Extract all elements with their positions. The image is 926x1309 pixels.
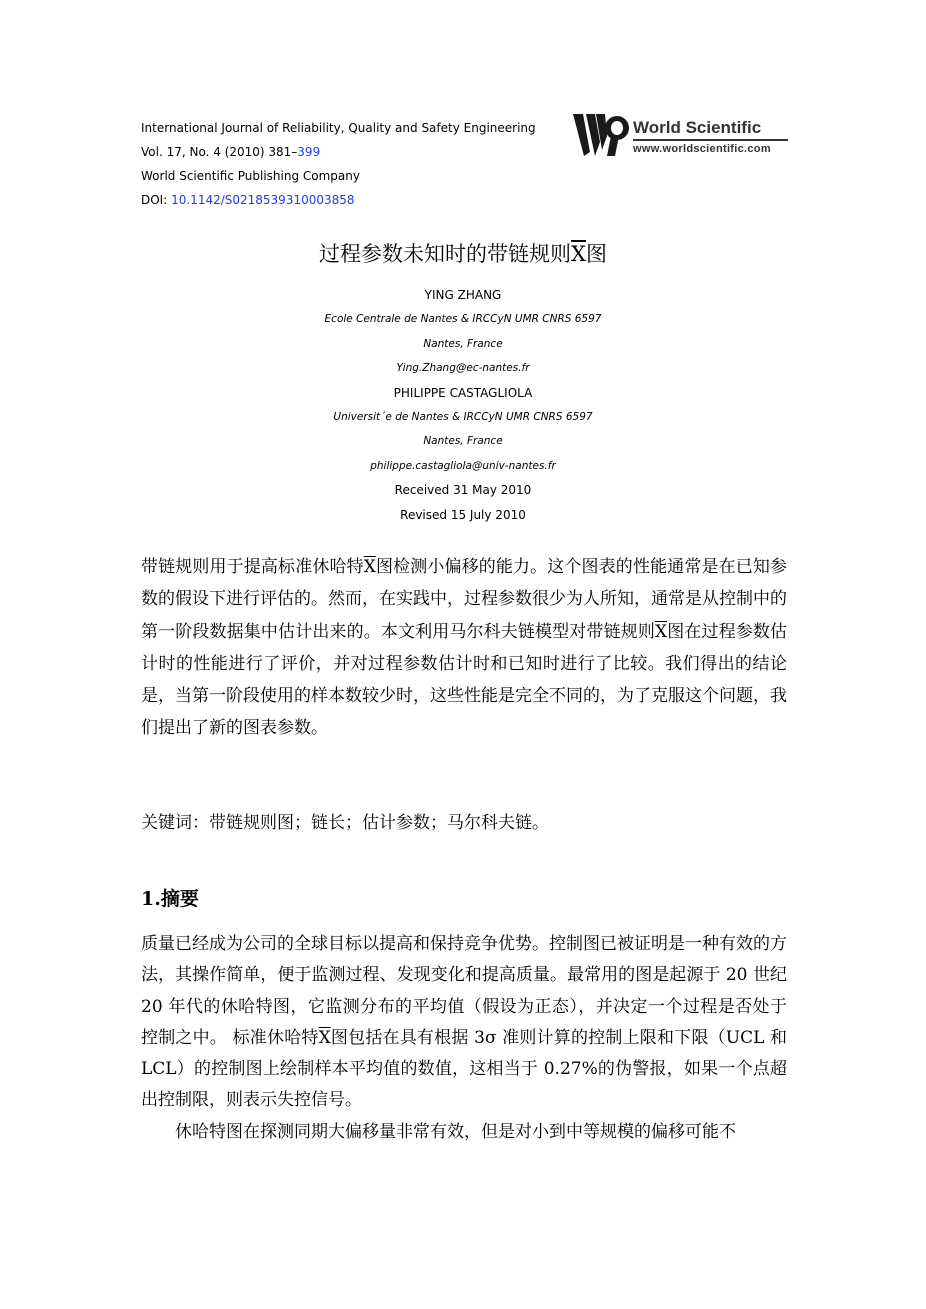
body-paragraph: 质量已经成为公司的全球目标以提高和保持竞争优势。控制图已被证明是一种有效的方法，其操作简单，便于监测过程、发现变化和提高质量。最常用的图是起源于 20 世纪 20 年代的休哈特图，它监测分布的平均值（假设为正态），并决定一个过程是否处于控制之中。 标准休哈特$\overline{X}$图包括在具有根据 3σ 准则计算的控制上限和下限（UCL 和 LCL）的控制图上绘制样本平均值的数值，这相当于 0.27%的伪警报，如果一个点超出控制限，则表示失控信号。	[141, 934, 787, 1111]
author1-affiliation: Ecole Centrale de Nantes & IRCCyN UMR CNRS 6597	[324, 313, 602, 326]
journal-doi: DOI: 10.1142/S0218539310003858	[141, 193, 355, 207]
authors-block	[0, 283, 926, 527]
journal-header	[141, 116, 536, 212]
received-date: Received 31 May 2010	[394, 483, 532, 498]
abstract-paragraph: 带链规则用于提高标准休哈特$\overline{X}$图检测小偏移的能力。这个图表的性能通常是在已知参数的假设下进行评估的。然而，在实践中，过程参数很少为人所知，通常是从控制中的第一阶段数据集中估计出来的。本文利用马尔科夫链模型对带链规则$\overline{X}$图在过程参数估计时的性能进行了评价，并对过程参数估计时和已知时进行了比较。我们得出的结论是，当第一阶段使用的样本数较少时，这些性能是完全不同的，为了克服这个问题，我们提出了新的图表参数。	[141, 557, 788, 739]
author1-email: Ying.Zhang@ec-nantes.fr	[396, 362, 530, 375]
world-scientific-logo	[573, 112, 788, 160]
doi-link[interactable]: 10.1142/S0218539310003858	[171, 193, 355, 207]
x-bar-symbol: $\overline{X}$	[654, 621, 668, 642]
author1-name: YING ZHANG	[424, 288, 502, 302]
end-page-link[interactable]: 399	[297, 145, 321, 159]
journal-name: International Journal of Reliability, Quality and Safety Engineering	[141, 121, 536, 135]
author2-email: philippe.castagliola@univ-nantes.fr	[370, 459, 556, 472]
author2-name: PHILIPPE CASTAGLIOLA	[393, 385, 533, 400]
x-bar-symbol: $\overline{X}$	[318, 1027, 331, 1048]
section-body	[141, 929, 787, 1148]
logo-divider	[633, 139, 788, 141]
author2-affiliation: Universit´e de Nantes & IRCCyN UMR CNRS 6597	[333, 410, 593, 423]
author1-location: Nantes, France	[423, 337, 503, 350]
logo-name: World Scientific	[633, 118, 762, 137]
journal-publisher: World Scientific Publishing Company	[141, 169, 360, 183]
journal-volume: Vol. 17, No. 4 (2010) 381–399	[141, 145, 321, 159]
ws-logo-icon	[573, 112, 631, 158]
revised-date: Revised 15 July 2010	[400, 507, 526, 522]
body-paragraph: 休哈特图在探测同期大偏移量非常有效，但是对小到中等规模的偏移可能不	[175, 1121, 736, 1142]
author2-location: Nantes, France	[423, 435, 503, 448]
keywords: 关键词：带链规则图；链长；估计参数；马尔科夫链。	[141, 813, 549, 833]
x-bar-symbol: $\overline{X}$	[363, 557, 376, 577]
section-heading: 1.摘要	[141, 888, 199, 910]
logo-url: www.worldscientific.com	[633, 143, 771, 155]
x-bar-symbol: $\overline{X}$	[571, 242, 586, 266]
paper-title: 过程参数未知时的带链规则$\overline{X}$图	[319, 242, 607, 266]
